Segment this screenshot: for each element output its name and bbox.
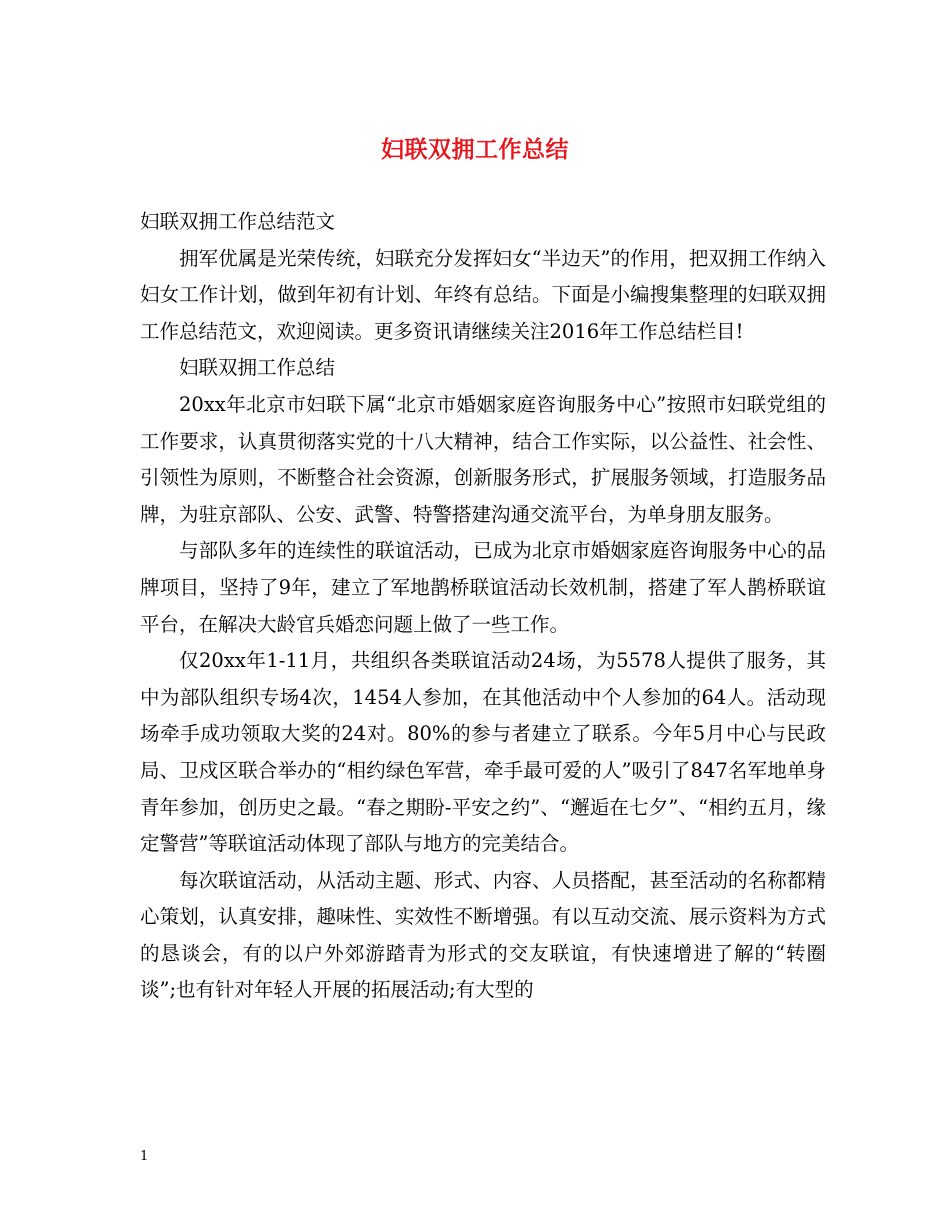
document-title: 妇联双拥工作总结	[381, 136, 569, 163]
page-number: 1	[140, 1149, 149, 1164]
document-body	[140, 204, 826, 1009]
paragraph-subtitle: 妇联双拥工作总结范文	[140, 210, 336, 233]
paragraph: 拥军优属是光荣传统，妇联充分发挥妇女“半边天”的作用，把双拥工作纳入妇女工作计划，做到年初有计划、年终有总结。下面是小编搜集整理的妇联双拥工作总结范文，欢迎阅读。更多资讯请继续关注2016年工作总结栏目!	[140, 246, 826, 343]
paragraph: 仅20xx年1-11月，共组织各类联谊活动24场，为5578人提供了服务，其中为部队组织专场4次，1454人参加，在其他活动中个人参加的64人。活动现场牵手成功领取大奖的24对。80%的参与者建立了联系。今年5月中心与民政局、卫戍区联合举办的“相约绿色军营，牵手最可爱的人”吸引了847名军地单身青年参加，创历史之最。“春之期盼-平安之约”、“邂逅在七夕”、“相约五月，缘定警营”等联谊活动体现了部队与地方的完美结合。	[140, 649, 826, 856]
paragraph: 每次联谊活动，从活动主题、形式、内容、人员搭配，甚至活动的名称都精心策划，认真安排，趣味性、实效性不断增强。有以互动交流、展示资料为方式的恳谈会，有的以户外郊游踏青为形式的交友联谊，有快速增进了解的“转圈谈”;也有针对年轻人开展的拓展活动;有大型的	[140, 868, 826, 1002]
paragraph: 20xx年北京市妇联下属“北京市婚姻家庭咨询服务中心”按照市妇联党组的工作要求，认真贯彻落实党的十八大精神，结合工作实际，以公益性、社会性、引领性为原则，不断整合社会资源，创新服务形式，扩展服务领域，打造服务品牌，为驻京部队、公安、武警、特警搭建沟通交流平台，为单身朋友服务。	[140, 392, 826, 526]
paragraph: 与部队多年的连续性的联谊活动，已成为北京市婚姻家庭咨询服务中心的品牌项目，坚持了9年，建立了军地鹊桥联谊活动长效机制，搭建了军人鹊桥联谊平台，在解决大龄官兵婚恋问题上做了一些工作。	[140, 539, 826, 636]
paragraph-heading: 妇联双拥工作总结	[179, 356, 336, 380]
